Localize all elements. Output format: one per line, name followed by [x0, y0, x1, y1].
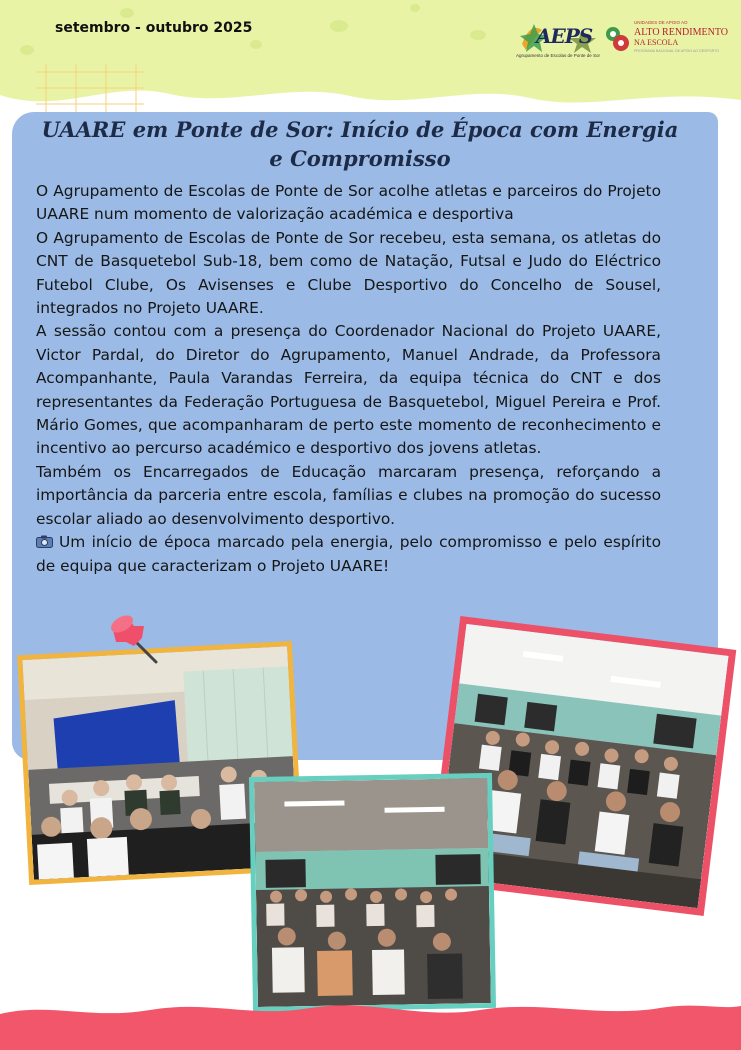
- article-closing-text: Um início de época marcado pela energia, pelo compromisso e pelo espírito de equipa que caracterizam o Projeto UAARE!: [36, 533, 661, 575]
- article-paragraph: O Agrupamento de Escolas de Ponte de Sor acolhe atletas e parceiros do Projeto UAARE num momento de valorização académica e desportiva: [36, 182, 661, 224]
- aeps-logo: [516, 16, 600, 62]
- auditorium-photo-bottom: [249, 773, 496, 1012]
- aeps-logo-text: AEPS: [536, 24, 593, 48]
- pushpin-icon: [104, 612, 162, 666]
- aeps-logo-tagline: Agrupamento de Escolas de Ponte de Sor: [516, 53, 601, 58]
- are-logo-small: UNIDADES DE APOIO AO: [634, 20, 688, 25]
- grid-decoration: [36, 64, 144, 112]
- article-paragraph: A sessão contou com a presença do Coordenador Nacional do Projeto UAARE, Victor Pardal, do Diretor do Agrupamento, Manuel Andrade, da Professora Acompanhante, Paula Varandas Ferreira, da equipa técnica do CNT e dos representantes da Federação Portuguesa de Basquetebol, Miguel Pereira e Prof. Mário Gomes, que acompanharam de perto este momento de reconhecimento e incentivo ao percurso académico e desportivo dos jovens atletas.: [36, 322, 661, 458]
- article-closing: [36, 531, 661, 578]
- article-body: [36, 180, 661, 578]
- issue-date: setembro - outubro 2025: [55, 20, 253, 36]
- article-paragraph: O Agrupamento de Escolas de Ponte de Sor recebeu, esta semana, os atletas do CNT de Basquetebol Sub-18, bem como de Natação, Futsal e Judo do Eléctrico Futebol Clube, Os Avisenses e Clube Desportivo do Concelho de Sousel, integrados no Projeto UAARE.: [36, 228, 661, 318]
- article-paragraph: Também os Encarregados de Educação marcaram presença, reforçando a importância da parceria entre escola, famílias e clubes na promoção do sucesso escolar aliado ao desenvolvimento desportivo.: [36, 462, 661, 528]
- are-logo-line2: NA ESCOLA: [634, 38, 679, 47]
- are-logo-subtext: PROGRAMA NACIONAL DE APOIO AO DESPORTO: [634, 49, 720, 53]
- are-logo-line1: ALTO RENDIMENTO: [634, 27, 728, 38]
- camera-icon: [36, 535, 53, 548]
- alto-rendimento-logo: [604, 20, 728, 60]
- article-title: UAARE em Ponte de Sor: Início de Época com Energia e Compromisso: [41, 117, 679, 171]
- footer-band: [0, 994, 741, 1050]
